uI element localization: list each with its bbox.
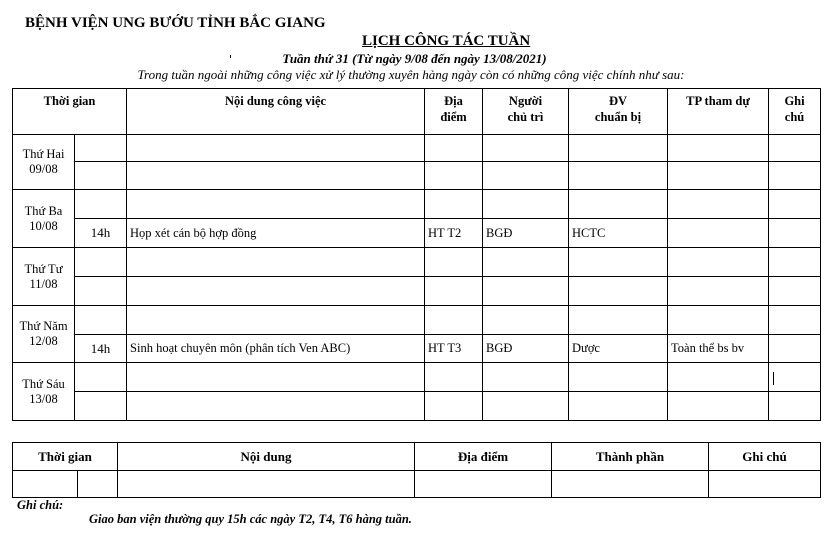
place-cell[interactable] (425, 306, 483, 335)
summary-header-note: Ghi chú (709, 443, 821, 471)
time-cell[interactable] (75, 248, 127, 277)
day-row (13, 190, 821, 219)
time-cell[interactable] (75, 162, 127, 190)
content-cell[interactable]: Họp xét cán bộ hợp đồng (127, 219, 425, 248)
note-cell[interactable] (769, 135, 821, 162)
summary-header-content: Nội dung (118, 443, 415, 471)
summary-empty-row (13, 471, 821, 498)
day-row (13, 248, 821, 277)
header-note: Ghi chú (769, 89, 821, 135)
participants-cell[interactable]: Toàn thể bs bv (668, 335, 769, 363)
unit-cell[interactable] (569, 277, 668, 306)
note-cell[interactable] (769, 219, 821, 248)
unit-cell[interactable] (569, 248, 668, 277)
notes-label: Ghi chú: (17, 498, 64, 512)
participants-cell[interactable] (668, 135, 769, 162)
day-cell: Thứ Sáu 13/08 (13, 363, 75, 421)
host-cell[interactable] (483, 306, 569, 335)
participants-cell[interactable] (668, 277, 769, 306)
day-cell: Thứ Ba 10/08 (13, 190, 75, 248)
participants-cell[interactable] (668, 219, 769, 248)
unit-cell[interactable] (569, 363, 668, 392)
content-cell[interactable] (127, 363, 425, 392)
unit-cell[interactable] (569, 162, 668, 190)
time-cell[interactable] (75, 363, 127, 392)
day-row (13, 392, 821, 421)
host-cell[interactable]: BGĐ (483, 219, 569, 248)
unit-cell[interactable] (569, 306, 668, 335)
header-content: Nội dung công việc (127, 89, 425, 135)
content-cell[interactable]: Sinh hoạt chuyên môn (phân tích Ven ABC) (127, 335, 425, 363)
summary-cell[interactable] (709, 471, 821, 498)
time-cell[interactable]: 14h (75, 219, 127, 248)
page-title: LỊCH CÔNG TÁC TUẦN (362, 33, 531, 49)
week-subtitle: Tuần thứ 31 (Từ ngày 9/08 đến ngày 13/08/2021) (282, 51, 547, 66)
content-cell[interactable] (127, 135, 425, 162)
place-cell[interactable] (425, 363, 483, 392)
note-cell[interactable] (769, 306, 821, 335)
summary-table (12, 442, 821, 498)
summary-header-place: Địa điểm (415, 443, 552, 471)
day-cell: Thứ Hai 09/08 (13, 135, 75, 190)
day-cell: Thứ Tư 11/08 (13, 248, 75, 306)
day-row (13, 277, 821, 306)
participants-cell[interactable] (668, 363, 769, 392)
place-cell[interactable]: HT T2 (425, 219, 483, 248)
day-row (13, 363, 821, 392)
unit-cell[interactable] (569, 135, 668, 162)
place-cell[interactable] (425, 392, 483, 421)
content-cell[interactable] (127, 248, 425, 277)
note-cell[interactable] (769, 277, 821, 306)
note-cell[interactable] (769, 363, 821, 392)
host-cell[interactable] (483, 392, 569, 421)
content-cell[interactable] (127, 306, 425, 335)
time-cell[interactable] (75, 277, 127, 306)
text-cursor (773, 372, 774, 385)
note-cell[interactable] (769, 162, 821, 190)
summary-cell[interactable] (13, 471, 78, 498)
content-cell[interactable] (127, 190, 425, 219)
summary-header-row (13, 443, 821, 471)
participants-cell[interactable] (668, 162, 769, 190)
time-cell[interactable] (75, 190, 127, 219)
day-row (13, 162, 821, 190)
host-cell[interactable] (483, 162, 569, 190)
note-cell[interactable] (769, 248, 821, 277)
summary-cell[interactable] (118, 471, 415, 498)
note-cell[interactable] (769, 392, 821, 421)
summary-header-time: Thời gian (13, 443, 118, 471)
place-cell[interactable] (425, 248, 483, 277)
header-unit: ĐV chuẩn bị (569, 89, 668, 135)
hospital-name: BỆNH VIỆN UNG BƯỚU TỈNH BẮC GIANG (25, 15, 326, 31)
day-row (13, 135, 821, 162)
time-cell[interactable] (75, 392, 127, 421)
place-cell[interactable] (425, 135, 483, 162)
day-cell: Thứ Năm 12/08 (13, 306, 75, 363)
place-cell[interactable] (425, 162, 483, 190)
summary-cell[interactable] (78, 471, 118, 498)
header-host: Người chủ trì (483, 89, 569, 135)
header-place: Địa điểm (425, 89, 483, 135)
host-cell[interactable] (483, 248, 569, 277)
day-row (13, 219, 821, 248)
note-cell[interactable] (769, 190, 821, 219)
header-participants: TP tham dự (668, 89, 769, 135)
place-cell[interactable] (425, 277, 483, 306)
schedule-header-row (13, 89, 821, 135)
host-cell[interactable]: BGĐ (483, 335, 569, 363)
participants-cell[interactable] (668, 190, 769, 219)
summary-cell[interactable] (415, 471, 552, 498)
unit-cell[interactable]: Dược (569, 335, 668, 363)
header-time: Thời gian (13, 89, 127, 135)
place-cell[interactable] (425, 190, 483, 219)
host-cell[interactable] (483, 277, 569, 306)
day-row (13, 335, 821, 363)
host-cell[interactable] (483, 190, 569, 219)
content-cell[interactable] (127, 277, 425, 306)
participants-cell[interactable] (668, 306, 769, 335)
note-cell[interactable] (769, 335, 821, 363)
time-cell[interactable]: 14h (75, 335, 127, 363)
time-cell[interactable] (75, 135, 127, 162)
host-cell[interactable] (483, 363, 569, 392)
time-cell[interactable] (75, 306, 127, 335)
notes-text: Giao ban viện thường quy 15h các ngày T2, T4, T6 hàng tuần. (89, 512, 412, 526)
day-row (13, 306, 821, 335)
content-cell[interactable] (127, 392, 425, 421)
content-cell[interactable] (127, 162, 425, 190)
unit-cell[interactable] (569, 190, 668, 219)
summary-cell[interactable] (552, 471, 709, 498)
schedule-table (12, 88, 821, 421)
summary-header-members: Thành phần (552, 443, 709, 471)
participants-cell[interactable] (668, 392, 769, 421)
participants-cell[interactable] (668, 248, 769, 277)
unit-cell[interactable]: HCTC (569, 219, 668, 248)
intro-text: Trong tuần ngoài những công việc xử lý thường xuyên hàng ngày còn có những công việc chính như sau: (137, 67, 685, 82)
place-cell[interactable]: HT T3 (425, 335, 483, 363)
host-cell[interactable] (483, 135, 569, 162)
unit-cell[interactable] (569, 392, 668, 421)
